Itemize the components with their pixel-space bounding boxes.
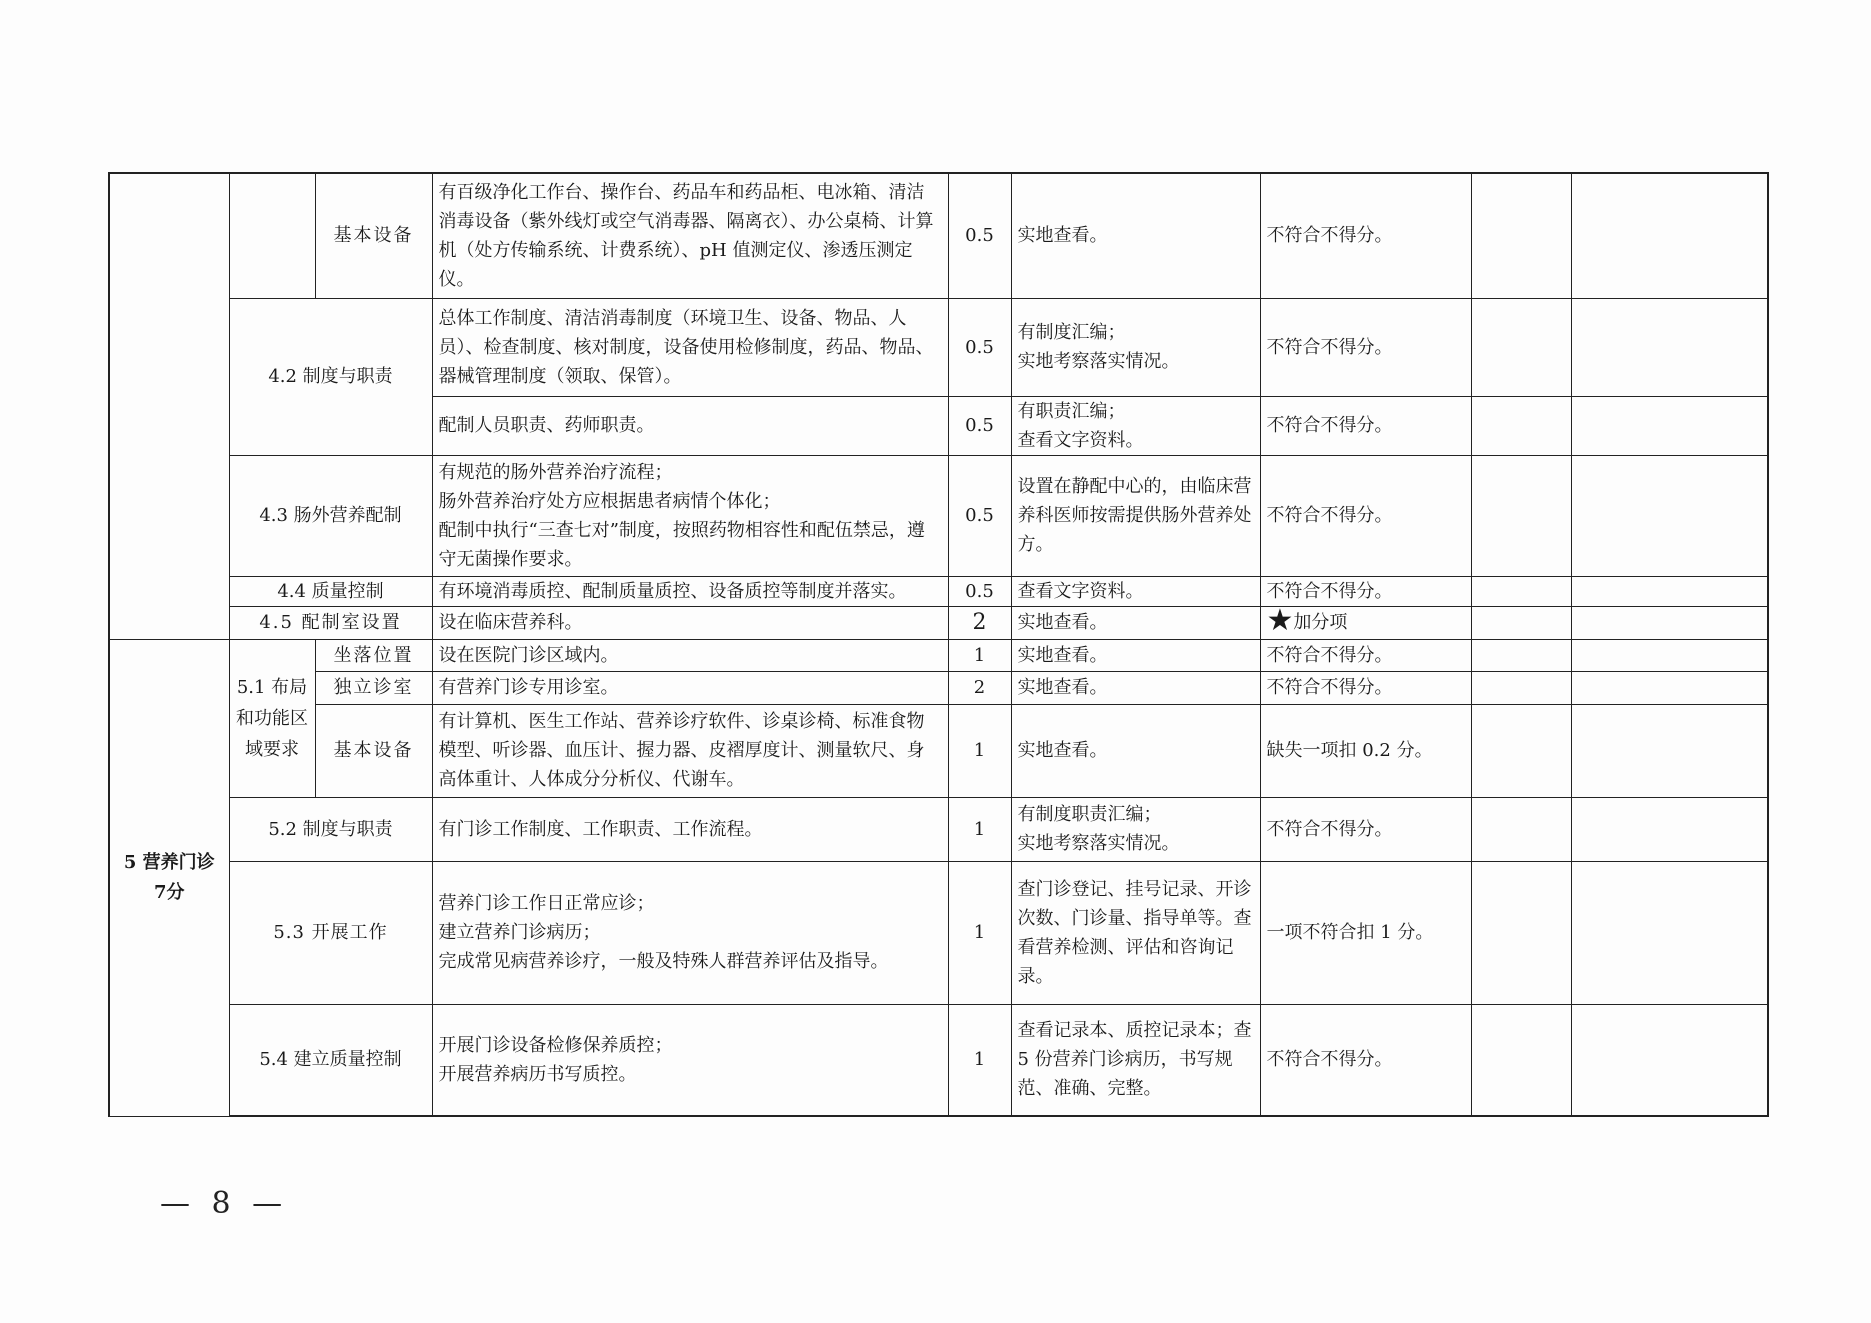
rule-cell: [1260, 606, 1471, 639]
page-number: — 8 —: [160, 1186, 289, 1221]
score-cell: 1: [948, 1004, 1011, 1116]
star-icon: ★: [1266, 606, 1294, 638]
standard-line: 营养门诊工作日正常应诊；: [438, 893, 655, 914]
blank-cell: [1471, 576, 1571, 606]
standard-cell: 设在临床营养科。: [432, 606, 948, 639]
standard-cell: 有环境消毒质控、配制质量质控、设备质控等制度并落实。: [432, 576, 948, 606]
category-score: 7分: [153, 881, 185, 903]
table-row: [109, 455, 1768, 576]
rule-cell: 缺失一项扣 0.2 分。: [1260, 704, 1471, 797]
evaluation-table: [108, 172, 1769, 1117]
standard-cell: 配制人员职责、药师职责。: [432, 396, 948, 455]
score-cell: 0.5: [948, 298, 1011, 396]
standard-cell: 设在医院门诊区域内。: [432, 639, 948, 671]
score-cell: 1: [948, 797, 1011, 861]
method-cell: 实地查看。: [1011, 173, 1260, 298]
blank-cell: [1571, 639, 1768, 671]
table-row: [109, 671, 1768, 704]
method-cell: 实地查看。: [1011, 704, 1260, 797]
table-row: [109, 861, 1768, 1004]
standard-line: 开展门诊设备检修保养质控；: [438, 1034, 673, 1056]
method-cell: 查看记录本、质控记录本；查 5 份营养门诊病历，书写规范、准确、完整。: [1011, 1004, 1260, 1116]
table-row: [109, 606, 1768, 639]
category-title: 5 营养门诊: [123, 851, 215, 873]
blank-cell: [1571, 396, 1768, 455]
standard-cell: [432, 861, 948, 1004]
method-cell: [1011, 797, 1260, 861]
standard-cell: 有百级净化工作台、操作台、药品车和药品柜、电冰箱、清洁消毒设备（紫外线灯或空气消毒器、隔离衣）、办公桌椅、计算机（处方传输系统、计费系统）、pH 值测定仪、渗透压测定仪。: [432, 173, 948, 298]
score-cell: 0.5: [948, 173, 1011, 298]
blank-cell: [1471, 704, 1571, 797]
score-cell: 0.5: [948, 455, 1011, 576]
item-cell: 基本设备: [315, 704, 432, 797]
rule-cell: 不符合不得分。: [1260, 1004, 1471, 1116]
rule-cell: 不符合不得分。: [1260, 173, 1471, 298]
blank-cell: [1471, 671, 1571, 704]
standard-cell: 有营养门诊专用诊室。: [432, 671, 948, 704]
category-cell-4: [109, 173, 229, 639]
blank-cell: [1471, 298, 1571, 396]
blank-cell: [1471, 606, 1571, 639]
blank-cell: [1571, 173, 1768, 298]
sub-cell: 4.3 肠外营养配制: [229, 455, 432, 576]
table-row: [109, 576, 1768, 606]
method-line: 实地考察落实情况。: [1017, 833, 1180, 854]
table-row: [109, 797, 1768, 861]
blank-cell: [1471, 797, 1571, 861]
sub-cell-4-1: [229, 173, 315, 298]
standard-line: 建立营养门诊病历；: [438, 922, 601, 943]
method-cell: 查门诊登记、挂号记录、开诊次数、门诊量、指导单等。查看营养检测、评估和咨询记录。: [1011, 861, 1260, 1004]
rule-cell: 不符合不得分。: [1260, 396, 1471, 455]
table-row: [109, 298, 1768, 396]
sub-cell: 5.2 制度与职责: [229, 797, 432, 861]
standard-line: 配制中执行“三查七对”制度，按照药物相容性和配伍禁忌，遵守无菌操作要求。: [438, 519, 925, 570]
score-cell: 2: [948, 671, 1011, 704]
standard-cell: [432, 1004, 948, 1116]
item-cell: 坐落位置: [315, 639, 432, 671]
standard-cell: 总体工作制度、清洁消毒制度（环境卫生、设备、物品、人员）、检查制度、核对制度，设备使用检修制度，药品、物品、器械管理制度（领取、保管）。: [432, 298, 948, 396]
blank-cell: [1471, 639, 1571, 671]
blank-cell: [1571, 671, 1768, 704]
blank-cell: [1471, 455, 1571, 576]
rule-cell: 不符合不得分。: [1260, 639, 1471, 671]
method-line: 查看文字资料。: [1017, 429, 1144, 451]
sub-cell: 5.4 建立质量控制: [229, 1004, 432, 1116]
table-row: [109, 173, 1768, 298]
rule-cell: 不符合不得分。: [1260, 298, 1471, 396]
standard-line: 开展营养病历书写质控。: [438, 1063, 637, 1085]
method-line: 实地考察落实情况。: [1017, 351, 1180, 372]
standard-cell: [432, 455, 948, 576]
blank-cell: [1571, 797, 1768, 861]
sub-cell: 5.3 开展工作: [229, 861, 432, 1004]
rule-cell: 不符合不得分。: [1260, 576, 1471, 606]
method-cell: 实地查看。: [1011, 671, 1260, 704]
method-cell: 查看文字资料。: [1011, 576, 1260, 606]
standard-cell: 有门诊工作制度、工作职责、工作流程。: [432, 797, 948, 861]
rule-cell: 不符合不得分。: [1260, 671, 1471, 704]
blank-cell: [1571, 455, 1768, 576]
standard-line: 完成常见病营养诊疗，一般及特殊人群营养评估及指导。: [438, 951, 889, 972]
standard-line: 肠外营养治疗处方应根据患者病情个体化；: [438, 490, 781, 512]
method-cell: 实地查看。: [1011, 606, 1260, 639]
sub-cell: 4.4 质量控制: [229, 576, 432, 606]
item-cell: 独立诊室: [315, 671, 432, 704]
sub-cell: 4.5 配制室设置: [229, 606, 432, 639]
blank-cell: [1571, 606, 1768, 639]
rule-cell: 不符合不得分。: [1260, 455, 1471, 576]
sub-cell: 5.1 布局和功能区域要求: [229, 639, 315, 797]
method-line: 有制度职责汇编；: [1017, 804, 1162, 825]
table-row: [109, 1004, 1768, 1116]
method-line: 有制度汇编；: [1017, 322, 1126, 343]
blank-cell: [1471, 396, 1571, 455]
blank-cell: [1571, 298, 1768, 396]
blank-cell: [1471, 1004, 1571, 1116]
method-cell: [1011, 298, 1260, 396]
table-row: [109, 639, 1768, 671]
score-cell: 0.5: [948, 396, 1011, 455]
score-cell: 1: [948, 861, 1011, 1004]
method-cell: [1011, 396, 1260, 455]
rule-cell: 不符合不得分。: [1260, 797, 1471, 861]
method-cell: 实地查看。: [1011, 639, 1260, 671]
item-cell: 基本设备: [315, 173, 432, 298]
blank-cell: [1571, 861, 1768, 1004]
score-cell: 1: [948, 704, 1011, 797]
blank-cell: [1471, 173, 1571, 298]
category-cell-5: [109, 639, 229, 1116]
sub-cell: 4.2 制度与职责: [229, 298, 432, 455]
score-cell: 2: [948, 606, 1011, 639]
blank-cell: [1571, 1004, 1768, 1116]
standard-cell: 有计算机、医生工作站、营养诊疗软件、诊桌诊椅、标准食物模型、听诊器、血压计、握力器、皮褶厚度计、测量软尺、身高体重计、人体成分分析仪、代谢车。: [432, 704, 948, 797]
method-line: 有职责汇编；: [1017, 400, 1126, 422]
blank-cell: [1571, 704, 1768, 797]
method-cell: 设置在静配中心的，由临床营养科医师按需提供肠外营养处方。: [1011, 455, 1260, 576]
score-cell: 1: [948, 639, 1011, 671]
bonus-label: 加分项: [1293, 612, 1348, 633]
blank-cell: [1471, 861, 1571, 1004]
rule-cell: 一项不符合扣 1 分。: [1260, 861, 1471, 1004]
score-cell: 0.5: [948, 576, 1011, 606]
blank-cell: [1571, 576, 1768, 606]
standard-line: 有规范的肠外营养治疗流程；: [438, 461, 673, 483]
table-row: [109, 704, 1768, 797]
